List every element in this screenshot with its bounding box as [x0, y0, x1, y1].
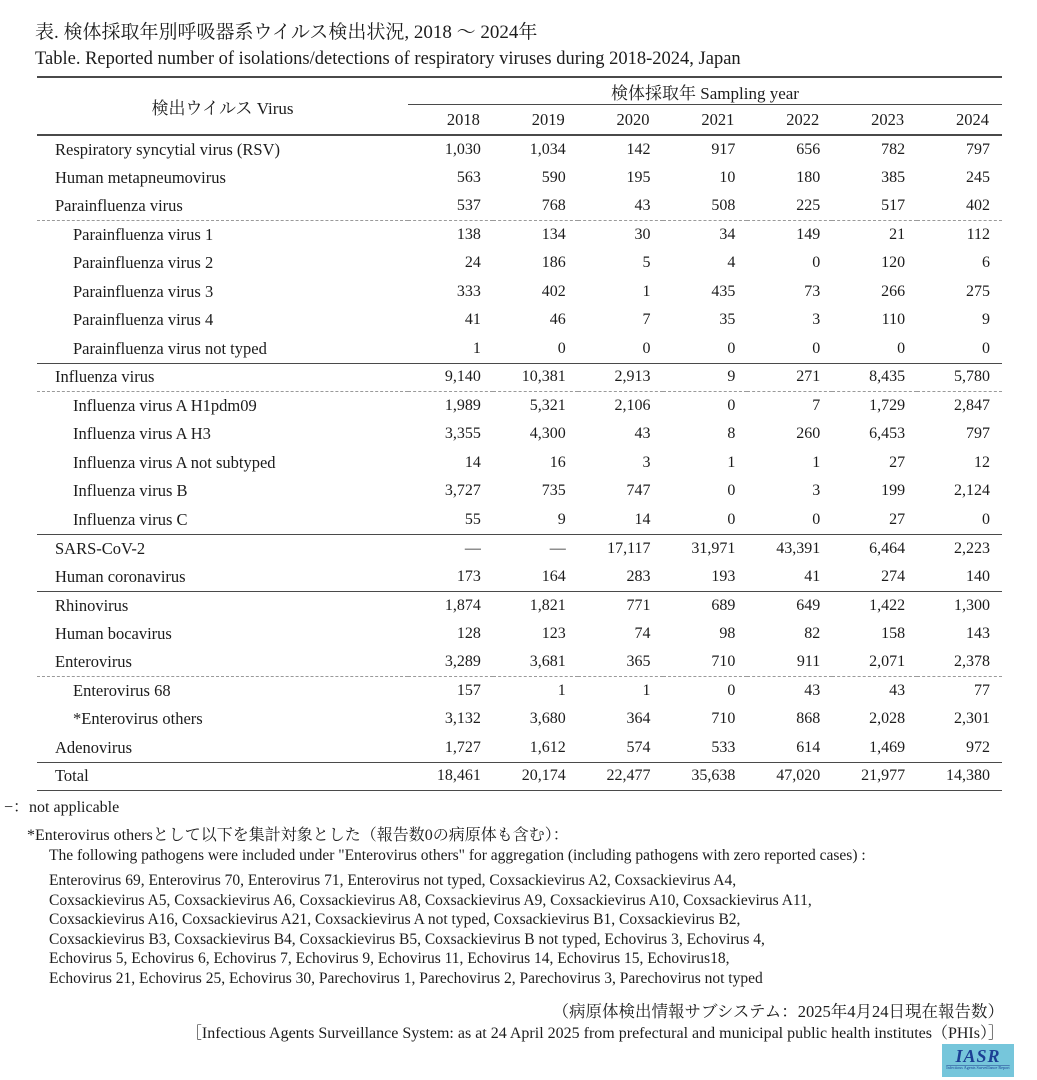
table-row	[37, 420, 1002, 449]
table-row	[37, 449, 1002, 478]
count-value: 0	[727, 397, 736, 414]
count-value: 14	[578, 506, 663, 535]
table-title-english: Table. Reported number of isolations/detections of respiratory viruses during 2018-2024, Japan	[35, 49, 741, 69]
count-value: 782	[881, 140, 906, 158]
count-value: 245	[966, 168, 990, 186]
count-value: 20,174	[493, 762, 578, 791]
count-value: 689	[711, 596, 736, 614]
count-value: 2,124	[954, 482, 990, 500]
count-value: 110	[881, 311, 906, 329]
count-value: 6,453	[869, 425, 906, 443]
virus-table	[37, 76, 1002, 791]
count-value: 41	[464, 311, 481, 329]
table-row	[37, 135, 1002, 164]
count-value: 1,612	[493, 734, 578, 763]
count-value: 2,301	[954, 710, 990, 728]
count-value: 1,422	[869, 596, 906, 614]
count-value: 43,391	[776, 539, 821, 557]
count-value: 5,321	[529, 397, 566, 414]
count-value: 275	[966, 282, 990, 300]
count-value: 1	[727, 453, 736, 471]
count-value: 3,289	[408, 648, 493, 677]
count-value: 27	[889, 453, 906, 471]
count-value: 3,132	[444, 710, 481, 728]
count-value: 5,780	[917, 363, 1002, 392]
virus-name: Parainfluenza virus	[37, 192, 408, 221]
count-value: 43	[634, 425, 651, 443]
table-row	[37, 221, 1002, 250]
count-value: 199	[881, 482, 906, 500]
count-value: 18,461	[408, 762, 493, 791]
table-row	[37, 392, 1002, 421]
count-value: 3	[642, 453, 651, 471]
count-value: 508	[663, 192, 748, 221]
count-value: 260	[796, 425, 821, 443]
count-value: 6	[982, 254, 990, 272]
virus-name: Total	[37, 762, 408, 791]
table-row	[37, 705, 1002, 734]
count-value: 142	[626, 140, 651, 158]
virus-name: Parainfluenza virus not typed	[37, 335, 408, 364]
count-value: 0	[493, 335, 578, 364]
year-column-header: 2020	[578, 105, 663, 136]
count-value: 173	[408, 563, 493, 592]
count-value: 149	[796, 226, 821, 243]
table-row	[37, 563, 1002, 592]
count-value: 14	[464, 453, 481, 471]
count-value: 1,729	[869, 397, 906, 414]
count-value: 3,680	[529, 710, 566, 728]
count-value: 2,913	[578, 363, 663, 392]
virus-name: Rhinovirus	[55, 595, 129, 615]
table-row	[37, 249, 1002, 278]
table-row	[37, 534, 1002, 563]
count-value: 0	[727, 482, 736, 500]
virus-name: Enterovirus	[37, 648, 408, 677]
count-value: 2,847	[954, 397, 990, 414]
count-value: 2,028	[869, 710, 906, 728]
count-value: 9	[663, 363, 748, 392]
count-value: 649	[796, 596, 821, 614]
sampling-year-group-header: 検体採取年 Sampling year	[408, 77, 1002, 105]
count-value: 365	[578, 648, 663, 677]
count-value: 710	[711, 710, 736, 728]
table-row	[37, 762, 1002, 791]
count-value: 1	[642, 282, 651, 300]
count-value: 283	[578, 563, 663, 592]
count-value: 768	[493, 192, 578, 221]
count-value: 1,469	[832, 734, 917, 763]
count-value: 1,821	[529, 596, 566, 614]
count-value: 563	[456, 168, 481, 186]
count-value: 2,223	[954, 539, 990, 557]
year-column-header: 2022	[747, 105, 832, 136]
virus-name: Influenza virus A H1pdm09	[73, 396, 257, 415]
pathogen-list-line: Coxsackievirus A16, Coxsackievirus A21, Coxsackievirus A not typed, Coxsackievirus B1, Coxsackievirus B2,	[49, 911, 741, 929]
footnote-not-applicable: −：not applicable	[4, 799, 120, 816]
count-value: 1,727	[408, 734, 493, 763]
count-value: 14,380	[917, 762, 1002, 791]
table-title-japanese: 表. 検体採取年別呼吸器系ウイルス検出状況, 2018 ～ 2024年	[35, 22, 538, 43]
count-value: 21,977	[832, 762, 917, 791]
count-value: 0	[663, 506, 748, 535]
count-value: 140	[917, 563, 1002, 592]
count-value: 82	[804, 624, 821, 642]
count-value: 614	[747, 734, 832, 763]
count-value: 24	[464, 254, 481, 272]
count-value: 35	[719, 311, 736, 329]
count-value: 21	[889, 226, 906, 243]
count-value: 143	[966, 624, 990, 642]
count-value: 0	[578, 335, 663, 364]
count-value: 333	[456, 282, 481, 300]
virus-name: Adenovirus	[37, 734, 408, 763]
virus-name: Human bocavirus	[55, 623, 172, 643]
count-value: 43	[889, 682, 906, 699]
count-value: 385	[881, 168, 906, 186]
count-value: 735	[541, 482, 566, 500]
count-value: 16	[549, 453, 566, 471]
table-row	[37, 734, 1002, 763]
table-row	[37, 648, 1002, 677]
data-source	[186, 1001, 1004, 1045]
year-column-header: 2021	[663, 105, 748, 136]
count-value: 1,030	[444, 140, 481, 158]
virus-name: Human metapneumovirus	[55, 167, 226, 187]
count-value: 3,727	[444, 482, 481, 500]
count-value: 7	[642, 311, 651, 329]
count-value: 1	[812, 453, 821, 471]
virus-name: Parainfluenza virus 4	[73, 310, 214, 330]
count-value: 3,355	[444, 425, 481, 443]
count-value: 41	[747, 563, 832, 592]
pathogen-list-line: Coxsackievirus A5, Coxsackievirus A6, Coxsackievirus A8, Coxsackievirus A9, Coxsackievirus A10, Coxsackievirus A11,	[49, 891, 812, 909]
data-source-japanese: （病原体検出情報サブシステム：2025年4月24日現在報告数）	[552, 1002, 1004, 1021]
virus-column-header: 検出ウイルス Virus	[37, 77, 408, 135]
count-value: 186	[541, 254, 566, 272]
count-value: 271	[747, 363, 832, 392]
pathogen-list-line: Enterovirus 69, Enterovirus 70, Enterovirus 71, Enterovirus not typed, Coxsackievirus A2, Coxsackievirus A4,	[49, 872, 737, 889]
count-value: 112	[966, 226, 990, 243]
count-value: 1	[557, 682, 566, 699]
table-row	[37, 278, 1002, 307]
year-column-header: 2018	[408, 105, 493, 136]
count-value: 8,435	[832, 363, 917, 392]
virus-name: SARS-CoV-2	[55, 538, 146, 558]
count-value: 0	[747, 506, 832, 535]
table-row	[37, 506, 1002, 535]
count-value: 46	[549, 311, 566, 329]
count-value: 2,378	[917, 648, 1002, 677]
table-row	[37, 591, 1002, 620]
count-value: 0	[917, 506, 1002, 535]
count-value: 43	[578, 192, 663, 221]
count-value: 1,300	[954, 596, 990, 614]
virus-name: Parainfluenza virus 2	[73, 253, 214, 273]
table-row	[37, 677, 1002, 706]
count-value: 517	[832, 192, 917, 221]
count-value: 1,034	[529, 140, 566, 158]
count-value: 73	[804, 282, 821, 300]
count-value: 10,381	[493, 363, 578, 392]
virus-name: Influenza virus A not subtyped	[73, 452, 276, 472]
count-value: 911	[747, 648, 832, 677]
count-value: 537	[408, 192, 493, 221]
count-value: 1,874	[444, 596, 481, 614]
count-value: 656	[796, 140, 821, 158]
pathogen-list	[49, 871, 812, 989]
virus-name: Influenza virus	[37, 363, 408, 392]
count-value: 574	[578, 734, 663, 763]
count-value: 22,477	[578, 762, 663, 791]
count-value: 158	[881, 624, 906, 642]
count-value: 30	[634, 226, 651, 243]
virus-name: Influenza virus B	[73, 481, 188, 501]
iasr-logo-subtext: Infectious Agents Surveillance Report	[946, 1065, 1010, 1070]
footnote-enterovirus-english: The following pathogens were included under "Enterovirus others" for aggregation (including pathogens with zero reported cases) :	[49, 847, 866, 864]
count-value: 5	[642, 254, 651, 272]
table-row	[37, 620, 1002, 649]
count-value: 274	[832, 563, 917, 592]
table-title	[35, 20, 741, 72]
count-value: 180	[796, 168, 821, 186]
virus-name: Human coronavirus	[37, 563, 408, 592]
count-value: 0	[917, 335, 1002, 364]
count-value: 17,117	[607, 539, 651, 557]
count-value: 225	[747, 192, 832, 221]
count-value: 771	[626, 596, 651, 614]
count-value: 9	[493, 506, 578, 535]
pathogen-list-line: Coxsackievirus B3, Coxsackievirus B4, Coxsackievirus B5, Coxsackievirus B not typed, Echovirus 3, Echovirus 4,	[49, 930, 765, 948]
data-source-english: ［Infectious Agents Surveillance System: as at 24 April 2025 from prefectural and municipal public health institutes（PHIs）］	[185, 1025, 1004, 1042]
table-row	[37, 192, 1002, 221]
virus-name: Enterovirus 68	[73, 681, 171, 700]
count-value: 0	[747, 335, 832, 364]
count-value: 10	[719, 168, 736, 186]
count-value: 435	[711, 282, 736, 300]
count-value: 402	[917, 192, 1002, 221]
table-row	[37, 477, 1002, 506]
count-value: 55	[408, 506, 493, 535]
year-column-header: 2019	[493, 105, 578, 136]
count-value: 134	[541, 226, 566, 243]
count-value: 710	[663, 648, 748, 677]
count-value: 123	[541, 624, 566, 642]
count-value: 3,681	[493, 648, 578, 677]
count-value: —	[549, 539, 566, 557]
table-row	[37, 363, 1002, 392]
count-value: 972	[917, 734, 1002, 763]
count-value: 266	[881, 282, 906, 300]
count-value: 43	[804, 682, 821, 699]
count-value: 747	[626, 482, 651, 500]
count-value: 31,971	[691, 539, 736, 557]
count-value: 1	[642, 682, 651, 699]
count-value: 98	[719, 624, 736, 642]
virus-name: Respiratory syncytial virus (RSV)	[55, 139, 281, 159]
iasr-logo-text: IASR	[955, 1045, 1001, 1066]
count-value: 34	[719, 226, 736, 243]
footnote-enterovirus-japanese: *Enterovirus othersとして以下を集計対象とした（報告数0の病原体も含む）：	[27, 827, 569, 844]
count-value: 3	[812, 482, 821, 500]
count-value: 9,140	[408, 363, 493, 392]
count-value: 12	[974, 453, 990, 471]
count-value: 797	[966, 140, 990, 158]
count-value: 4	[727, 254, 736, 272]
count-value: 0	[812, 254, 821, 272]
iasr-logo	[942, 1044, 1014, 1077]
count-value: 6,464	[869, 539, 906, 557]
count-value: 195	[626, 168, 651, 186]
count-value: 0	[663, 335, 748, 364]
virus-name: Parainfluenza virus 3	[73, 281, 214, 301]
count-value: 8	[727, 425, 736, 443]
count-value: 1,989	[444, 397, 481, 414]
count-value: 138	[456, 226, 481, 243]
count-value: 4,300	[529, 425, 566, 443]
count-value: 193	[663, 563, 748, 592]
count-value: 77	[974, 682, 990, 699]
year-column-header: 2024	[917, 105, 1002, 136]
count-value: —	[464, 539, 481, 557]
count-value: 364	[626, 710, 651, 728]
count-value: 7	[812, 397, 821, 414]
count-value: 590	[541, 168, 566, 186]
count-value: 35,638	[663, 762, 748, 791]
count-value: 1	[408, 335, 493, 364]
count-value: 3	[812, 311, 821, 329]
count-value: 402	[541, 282, 566, 300]
year-column-header: 2023	[832, 105, 917, 136]
table-row	[37, 306, 1002, 335]
pathogen-list-line: Echovirus 5, Echovirus 6, Echovirus 7, Echovirus 9, Echovirus 11, Echovirus 14, Echovirus 15, Echovirus18,	[49, 950, 730, 968]
count-value: 120	[881, 254, 906, 272]
count-value: 533	[663, 734, 748, 763]
count-value: 917	[711, 140, 736, 158]
virus-table-body	[37, 135, 1002, 791]
count-value: 2,071	[832, 648, 917, 677]
virus-name: *Enterovirus others	[73, 709, 203, 729]
count-value: 0	[727, 682, 736, 699]
count-value: 0	[832, 335, 917, 364]
count-value: 128	[456, 624, 481, 642]
virus-name: Influenza virus C	[37, 506, 408, 535]
count-value: 74	[634, 624, 651, 642]
count-value: 27	[832, 506, 917, 535]
table-row	[37, 335, 1002, 364]
count-value: 797	[966, 425, 990, 443]
count-value: 157	[456, 682, 481, 699]
count-value: 9	[982, 311, 990, 329]
table-row	[37, 164, 1002, 193]
count-value: 2,106	[614, 397, 651, 414]
virus-name: Influenza virus A H3	[73, 424, 211, 444]
pathogen-list-line: Echovirus 21, Echovirus 25, Echovirus 30, Parechovirus 1, Parechovirus 2, Parechovirus 3, Parechovirus not typed	[49, 969, 763, 987]
count-value: 868	[796, 710, 821, 728]
count-value: 164	[493, 563, 578, 592]
virus-name: Parainfluenza virus 1	[73, 225, 214, 244]
count-value: 47,020	[747, 762, 832, 791]
virus-table-container	[37, 76, 1002, 791]
